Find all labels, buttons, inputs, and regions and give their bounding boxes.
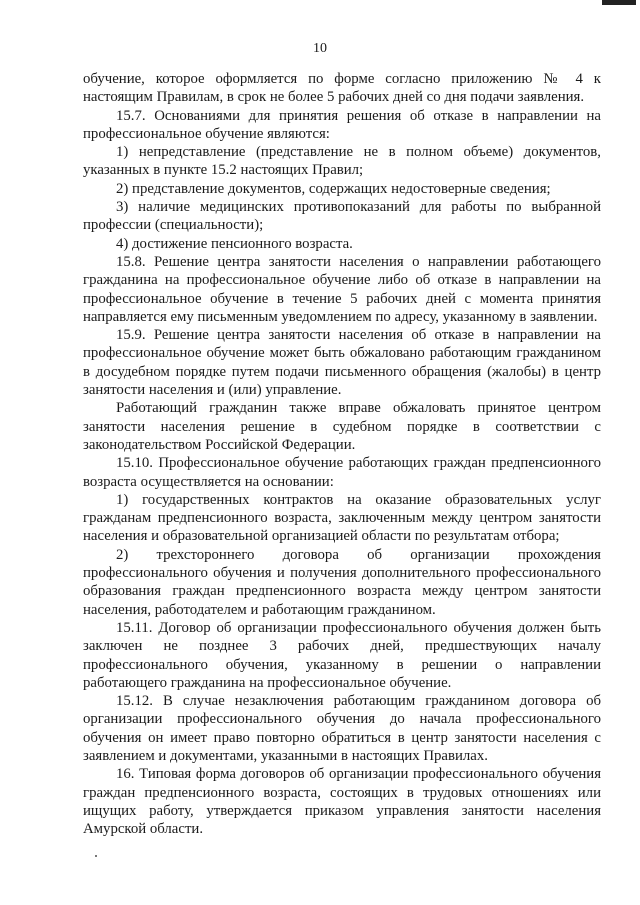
paragraph-15-10: 15.10. Профессиональное обучение работающих граждан предпенсионного возраста осуществляется на основании: — [83, 455, 601, 490]
list-item-3: 3) наличие медицинских противопоказаний для работы по выбранной профессии (специальности); — [83, 199, 601, 234]
paragraph-15-8: 15.8. Решение центра занятости населения о направлении работающего гражданина на профессиональное обучение либо об отказе в направлении на профессиональное обучение в течение 5 рабочих дней с момента принятия направляется ему письменным уведомлением по адресу, указанному в заявлении. — [83, 253, 601, 325]
paragraph-16: 16. Типовая форма договоров об организации профессионального обучения граждан предпенсионного возраста, состоящих в трудовых отношениях или ищущих работу, утверждается приказом управления занятости населения Амурской области. — [83, 766, 601, 838]
list-item-4: 4) достижение пенсионного возраста. — [116, 235, 353, 252]
paragraph-15-7: 15.7. Основаниями для принятия решения об отказе в направлении на профессиональное обучение являются: — [83, 107, 601, 142]
list-item-1: 1) непредставление (представление не в полном объеме) документов, указанных в пункте 15.2 настоящих Правил; — [83, 144, 601, 179]
basis-item-2: 2) трехстороннего договора об организации прохождения профессионального обучения и получения дополнительного профессионального образования граждан предпенсионного возраста между центром занятости населения, работодателем и работающим гражданином. — [83, 546, 601, 618]
basis-item-1: 1) государственных контрактов на оказание образовательных услуг гражданам предпенсионного возраста, заключенным между центром занятости населения и образовательной организацией области по результатам отбора; — [83, 491, 601, 545]
scan-speck — [95, 855, 97, 857]
paragraph-appeal: Работающий гражданин также вправе обжаловать принятое центром занятости населения решение в судебном порядке в соответствии с законодательством Российской Федерации. — [83, 400, 601, 453]
paragraph-continuation: обучение, которое оформляется по форме согласно приложению № 4 к настоящим Правилам, в срок не более 5 рабочих дней со дня подачи заявления. — [83, 71, 601, 106]
paragraph-15-9: 15.9. Решение центра занятости населения об отказе в направлении на профессиональное обучение может быть обжаловано работающим гражданином в досудебном порядке путем подачи письменного обращения (жалобы) в центр занятости населения и (или) управление. — [83, 327, 601, 399]
paragraph-15-11: 15.11. Договор об организации профессионального обучения должен быть заключен не позднее 3 рабочих дней, предшествующих началу профессионального обучения, указанному в решении о направлении работающего гражданина на профессиональное обучение. — [83, 619, 601, 691]
scan-corner-mark — [602, 0, 636, 5]
list-item-2: 2) представление документов, содержащих недостоверные сведения; — [116, 180, 551, 197]
paragraph-15-12: 15.12. В случае незаключения работающим гражданином договора об организации профессионального обучения до начала профессионального обучения он имеет право повторно обратиться в центр занятости населения с заявлением и документами, указанными в настоящих Правилах. — [83, 693, 601, 764]
page-number: 10 — [313, 41, 327, 56]
document-body — [83, 70, 601, 838]
